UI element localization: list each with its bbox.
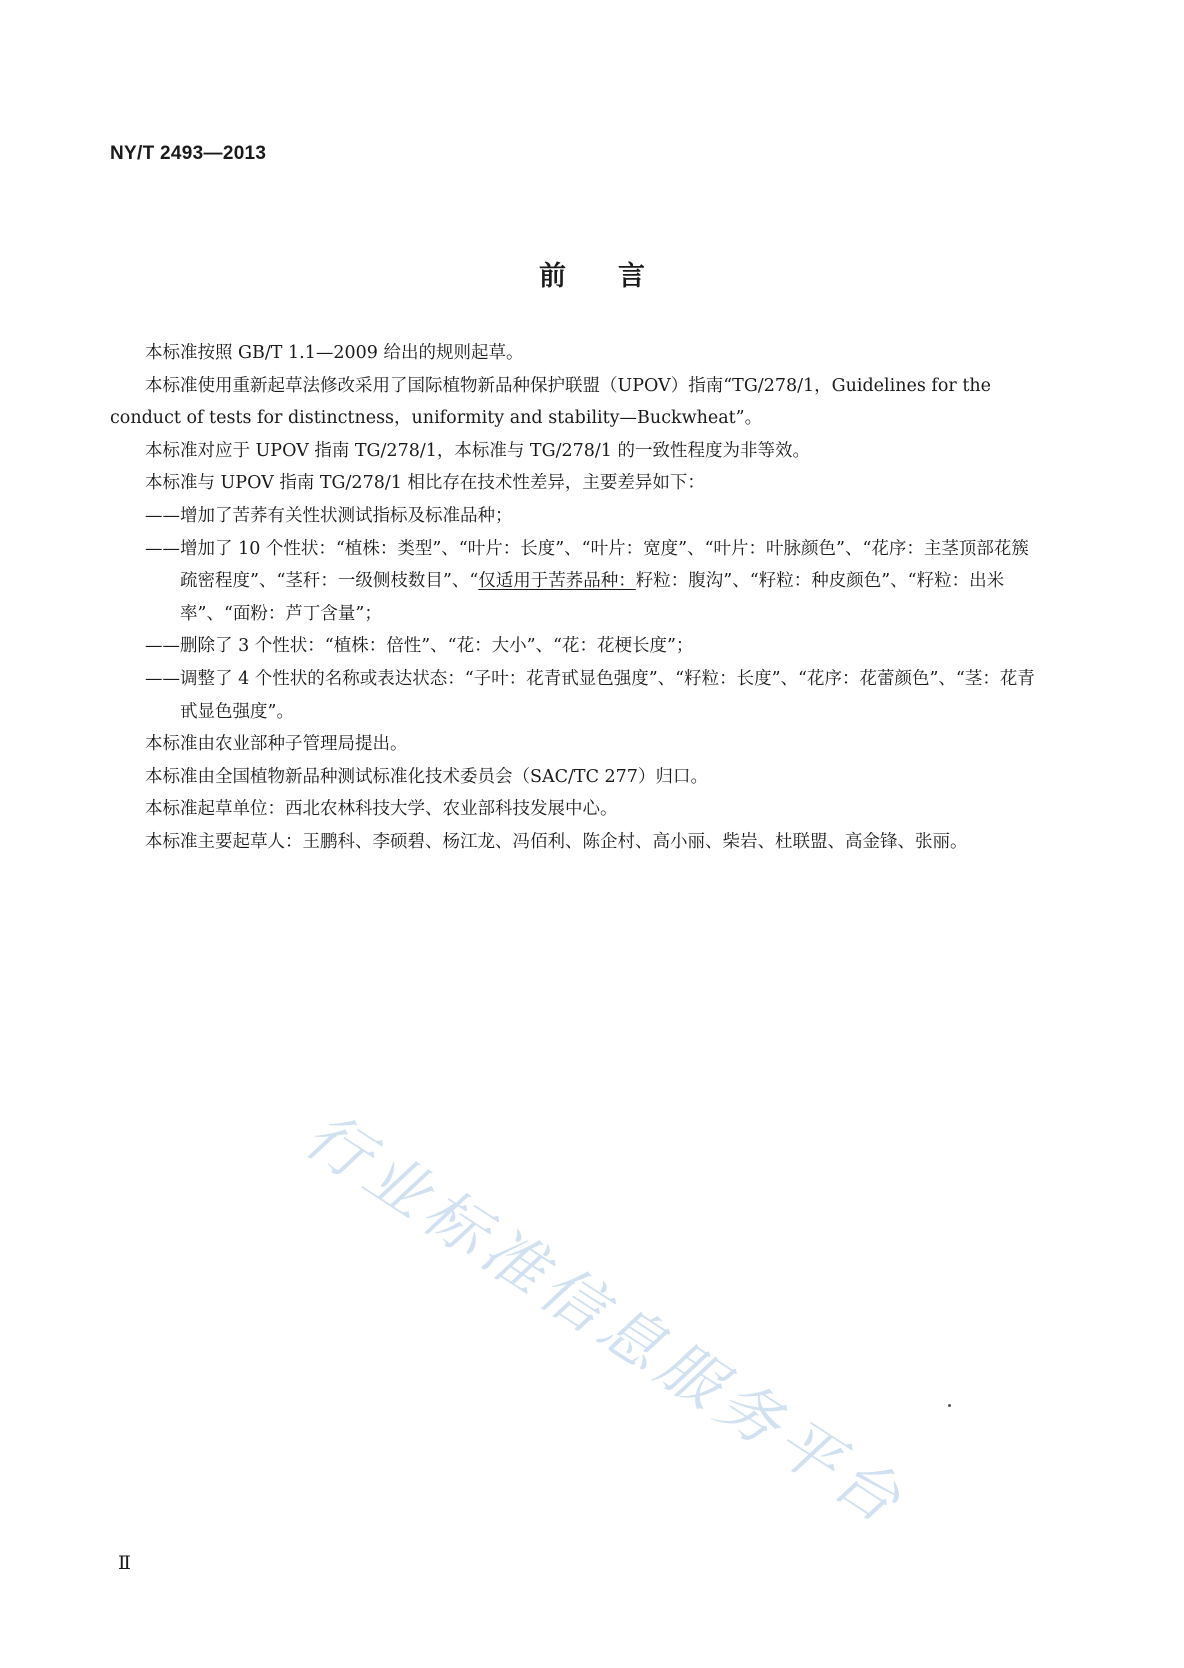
difference-item-3: ——删除了 3 个性状：“植株：倍性”、“花：大小”、“花：花梗长度”； bbox=[145, 636, 694, 657]
standard-code: NY/T 2493—2013 bbox=[110, 143, 267, 164]
document-body bbox=[110, 337, 1044, 859]
page-title: 前言 bbox=[539, 261, 697, 292]
paragraph-drafters: 本标准主要起草人：王鹏科、李硕碧、杨江龙、冯佰利、陈企村、高小丽、柴岩、杜联盟、高金锋、张丽。 bbox=[145, 831, 968, 852]
difference-item-2-underlined: 仅适用于苦荞品种： bbox=[478, 571, 636, 592]
paragraph-centralized-by: 本标准由全国植物新品种测试标准化技术委员会（SAC/TC 277）归口。 bbox=[145, 766, 708, 787]
difference-item-1: ——增加了苦荞有关性状测试指标及标准品种； bbox=[145, 505, 513, 526]
paragraph-proposed-by: 本标准由农业部种子管理局提出。 bbox=[145, 734, 408, 755]
scan-dot bbox=[948, 1404, 951, 1407]
paragraph-differences-intro: 本标准与 UPOV 指南 TG/278/1 相比存在技术性差异，主要差异如下： bbox=[145, 473, 705, 494]
paragraph-equivalence: 本标准对应于 UPOV 指南 TG/278/1，本标准与 TG/278/1 的一致性程度为非等效。 bbox=[145, 440, 810, 461]
paragraph-upov-adoption: 本标准使用重新起草法修改采用了国际植物新品种保护联盟（UPOV）指南“TG/278/1，Guidelines for the conduct of tests for distinctness，uniformity and stability—Buckwheat”。 bbox=[110, 375, 991, 429]
paragraph-drafting-units: 本标准起草单位：西北农林科技大学、农业部科技发展中心。 bbox=[145, 799, 618, 820]
difference-item-2-text-b: 籽粒：腹沟”、“籽粒：种皮颜色”、“籽粒：出米率”、“面粉：芦丁含量”； bbox=[180, 571, 1005, 624]
watermark: 行业标准信息服务平台 bbox=[292, 1098, 920, 1541]
paragraph-drafting-rules: 本标准按照 GB/T 1.1—2009 给出的规则起草。 bbox=[145, 343, 524, 363]
difference-item-2 bbox=[110, 533, 1044, 631]
difference-item-2-text-a: ——增加了 10 个性状：“植株：类型”、“叶片：长度”、“叶片：宽度”、“叶片：叶脉颜色”、“花序：主茎顶部花簇疏密程度”、“茎秆：一级侧枝数目”、“ bbox=[145, 538, 1029, 592]
difference-item-4: ——调整了 4 个性状的名称或表达状态：“子叶：花青甙显色强度”、“籽粒：长度”、“花序：花蕾颜色”、“茎：花青甙显色强度”。 bbox=[145, 668, 1035, 722]
page-number: Ⅱ bbox=[118, 1553, 131, 1574]
